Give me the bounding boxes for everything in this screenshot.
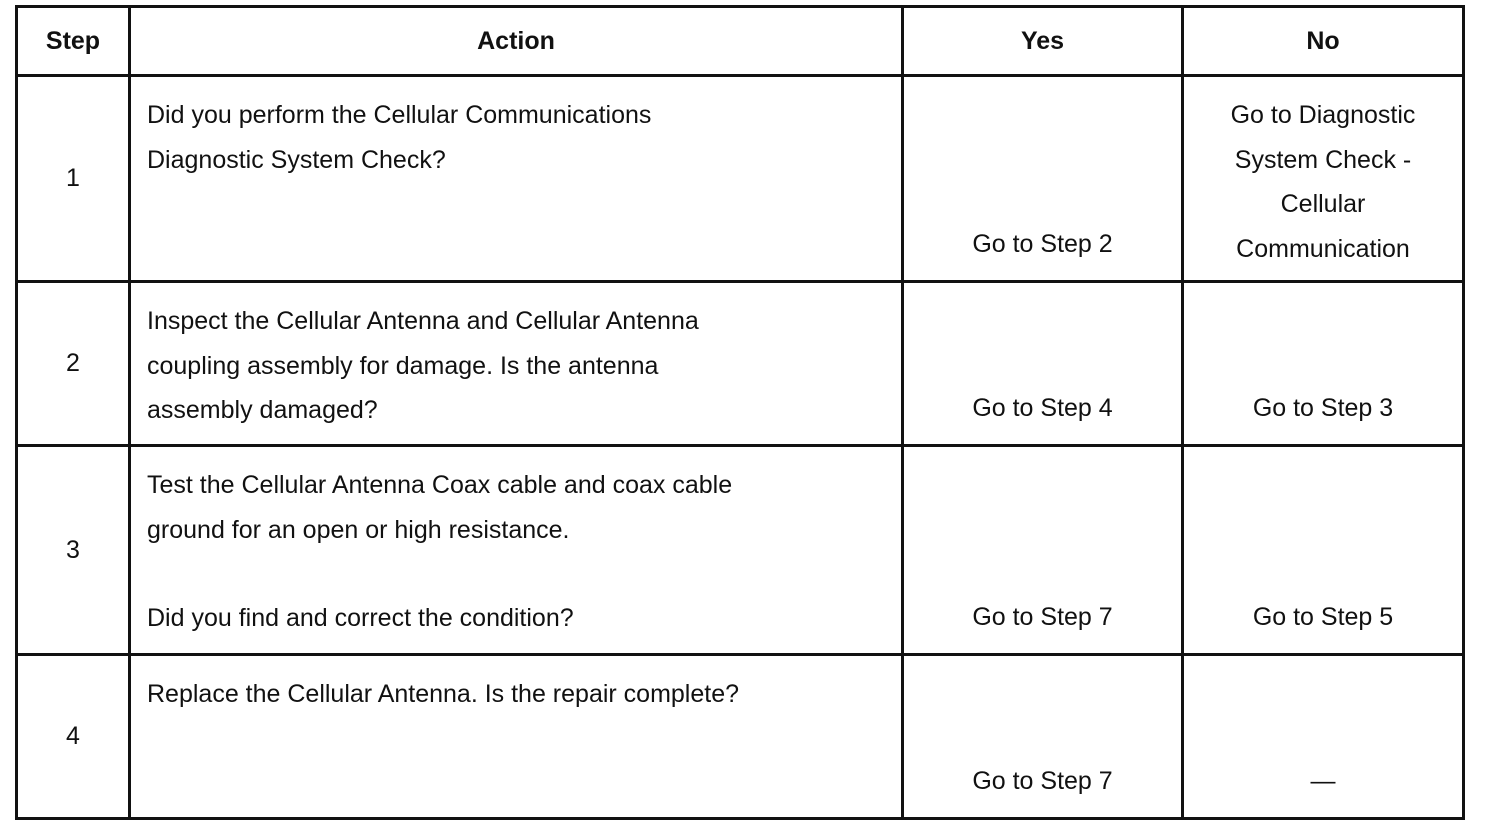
header-action: Action	[131, 8, 904, 77]
action-text: Diagnostic System Check?	[147, 145, 446, 174]
yes-cell	[904, 656, 1184, 817]
yes-result: Go to Step 4	[972, 393, 1113, 422]
no-result: Cellular	[1280, 190, 1366, 218]
action-text: Replace the Cellular Antenna. Is the repair complete?	[147, 680, 740, 708]
action-text: assembly damaged?	[147, 396, 378, 424]
no-result: Go to Step 3	[1252, 393, 1394, 422]
action-question: Did you find and correct the condition?	[147, 604, 574, 632]
step-number-text: 3	[66, 535, 80, 564]
step-number	[18, 656, 131, 817]
no-cell	[1184, 77, 1462, 283]
header-no: No	[1184, 8, 1462, 77]
yes-cell	[904, 77, 1184, 283]
step-number	[18, 447, 131, 656]
no-result: Go to Step 5	[1252, 602, 1394, 631]
step-number-text: 4	[66, 722, 80, 751]
spacer	[147, 552, 893, 596]
step-number-text: 2	[66, 349, 80, 378]
yes-result: Go to Step 2	[972, 229, 1113, 258]
diagnostic-table	[15, 5, 1465, 820]
action-text: Did you perform the Cellular Communications	[147, 101, 652, 129]
action-text: Inspect the Cellular Antenna and Cellular Antenna	[147, 307, 699, 335]
action-cell	[131, 283, 904, 447]
step-number	[18, 77, 131, 283]
action-text: Test the Cellular Antenna Coax cable and coax cable	[147, 471, 733, 499]
step-number	[18, 283, 131, 447]
action-cell	[131, 77, 904, 283]
step-number-text: 1	[66, 164, 80, 193]
no-result: —	[1310, 766, 1336, 795]
action-cell	[131, 447, 904, 656]
action-text: coupling assembly for damage. Is the antenna	[147, 351, 659, 380]
no-cell	[1184, 283, 1462, 447]
yes-cell	[904, 283, 1184, 447]
yes-cell	[904, 447, 1184, 656]
no-cell	[1184, 656, 1462, 817]
action-text: ground for an open or high resistance.	[147, 515, 570, 544]
no-result: Communication	[1236, 234, 1410, 263]
no-result: System Check -	[1234, 145, 1412, 174]
action-cell	[131, 656, 904, 817]
no-result: Go to Diagnostic	[1230, 101, 1416, 129]
header-yes: Yes	[904, 8, 1184, 77]
yes-result: Go to Step 7	[972, 766, 1113, 795]
no-cell	[1184, 447, 1462, 656]
yes-result: Go to Step 7	[972, 602, 1113, 631]
header-step: Step	[18, 8, 131, 77]
